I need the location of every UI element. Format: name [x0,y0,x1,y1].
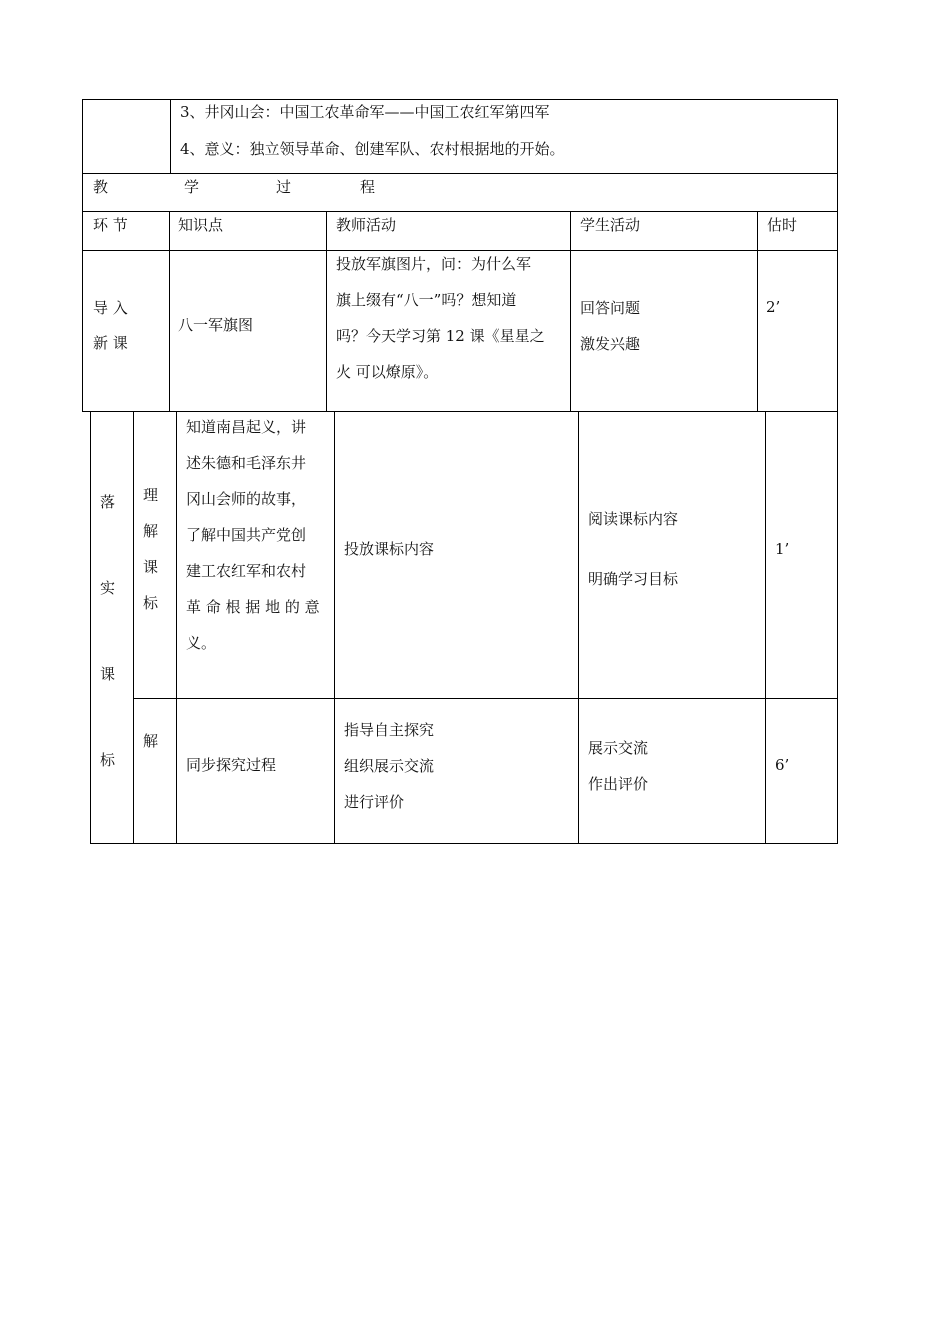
grid-line [334,411,335,844]
process-header-char: 程 [360,178,376,196]
row1-sub-char: 解 [143,522,159,540]
text-line: 投放军旗图片，问：为什么军 [336,255,532,273]
process-header-char: 学 [184,178,200,196]
text-line: 展示交流 [588,739,649,757]
grid-line [765,411,766,844]
grid-line [82,99,838,100]
text-line: 激发兴趣 [580,335,641,353]
grid-line [133,698,838,699]
grid-line [82,99,83,412]
text-line: 回答问题 [580,299,641,317]
column-header-time: 估时 [767,216,798,234]
column-header-teacher: 教师活动 [336,216,397,234]
column-header-knowledge: 知识点 [178,216,224,234]
row1-knowledge [186,409,332,661]
implement-stage-char: 实 [100,579,116,597]
grid-line [578,411,579,844]
intro-knowledge: 八一军旗图 [178,316,254,334]
row1-student-line: 明确学习目标 [588,570,679,588]
grid-line [82,173,838,174]
row1-time: 1’ [775,540,790,558]
row2-knowledge: 同步探究过程 [186,756,277,774]
row1-sub-char: 标 [143,594,159,612]
grid-line [90,843,838,844]
text-line: 建工农红军和农村 [186,562,307,580]
text-line: 义。 [186,634,217,652]
intro-time: 2’ [766,298,781,316]
text-line: 吗？今天学习第 12 课《星星之 [336,327,545,345]
text-line: 旗上缀有“八一”吗？想知道 [336,291,517,309]
text-line: 组织展示交流 [344,757,435,775]
process-header-char: 过 [276,178,292,196]
intro-stage-line: 新 课 [93,334,128,352]
column-header-student: 学生活动 [580,216,641,234]
intro-stage-line: 导 入 [93,299,128,317]
grid-line [837,411,838,844]
grid-line [837,99,838,412]
grid-line [133,411,134,844]
process-header-char: 教 [93,178,109,196]
row1-student-line: 阅读课标内容 [588,510,679,528]
row2-student [588,730,648,802]
implement-stage-char: 落 [100,493,116,511]
grid-line [757,211,758,412]
grid-line [90,411,91,844]
top-line-4: 4、意义：独立领导革命、创建军队、农村根据地的开始。 [180,140,565,158]
text-line: 冈山会师的故事， [186,490,307,508]
grid-line [169,211,170,412]
text-line: 进行评价 [344,793,405,811]
intro-teacher-activity [336,246,568,390]
top-line-3: 3、井冈山会：中国工农革命军——中国工农红军第四军 [180,103,550,121]
text-line: 火 可以燎原》。 [336,363,439,381]
implement-stage-char: 课 [100,665,116,683]
implement-stage-char: 标 [100,751,116,769]
grid-line [326,211,327,412]
row1-sub-char: 理 [143,486,159,504]
intro-student-activity [580,290,640,362]
grid-line [176,411,177,844]
column-header-stage: 环 节 [93,216,128,234]
text-line: 了解中国共产党创 [186,526,307,544]
text-line: 作出评价 [588,775,649,793]
row2-sub-char: 解 [143,732,159,750]
text-line: 革 命 根 据 地 的 意 [186,598,320,616]
text-line: 知道南昌起义，讲 [186,418,307,436]
grid-line [170,99,171,174]
row1-sub-char: 课 [143,558,159,576]
row2-time: 6’ [775,756,790,774]
text-line: 指导自主探究 [344,721,435,739]
grid-line [82,211,838,212]
row1-teacher: 投放课标内容 [344,540,435,558]
grid-line [570,211,571,412]
row2-teacher [344,712,434,820]
text-line: 述朱德和毛泽东井 [186,454,307,472]
